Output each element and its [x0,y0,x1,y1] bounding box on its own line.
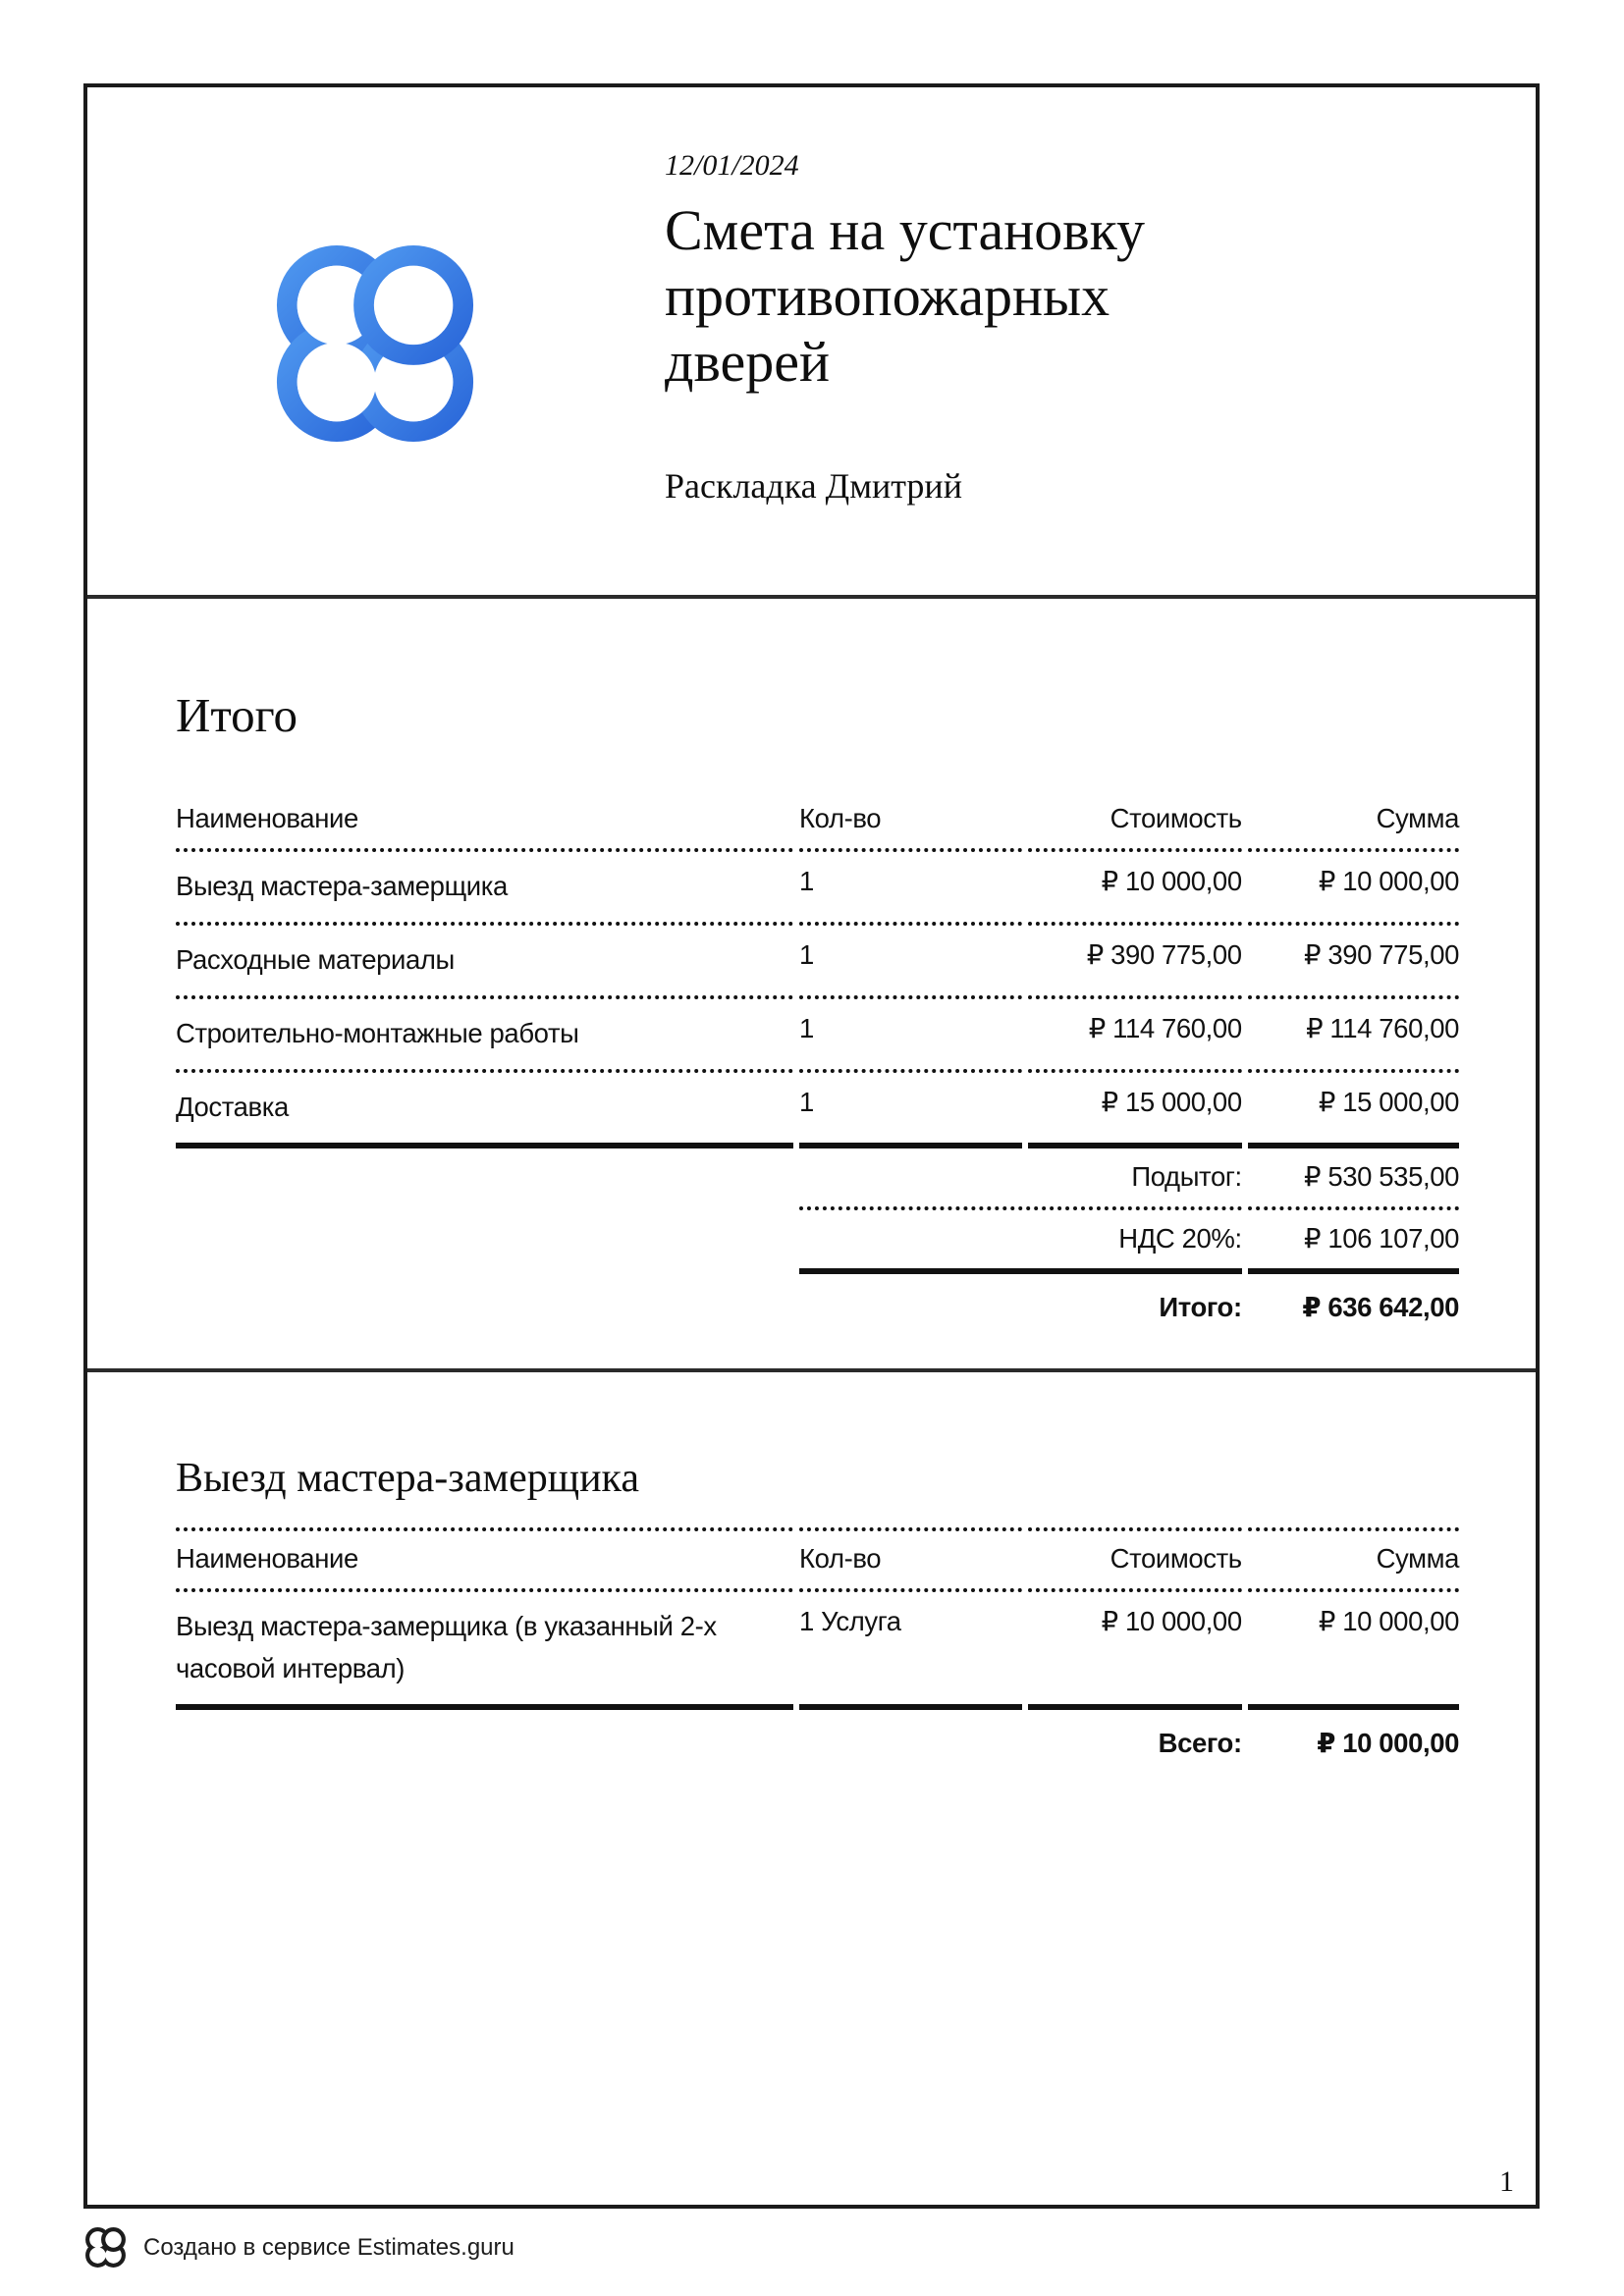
detail-heading: Выезд мастера-замерщика [176,1456,639,1501]
table-row [176,1073,1459,1148]
item-qty: 1 [799,926,1022,999]
summary-table [170,798,1465,1337]
vat-row [176,1210,1459,1274]
document-date: 12/01/2024 [665,149,799,182]
table-row [176,926,1459,999]
item-sum: ₽ 114 760,00 [1248,999,1459,1073]
footer-text: Создано в сервисе Estimates.guru [143,2233,514,2261]
detail-section [87,1372,1536,2205]
document-frame [83,83,1540,2209]
document-title: Смета на установку противопожарных дверей [665,198,1146,394]
table-row [176,852,1459,926]
item-name: Доставка [176,1073,793,1148]
detail-table-header-row [176,1527,1459,1592]
footer-clover-logo-icon [82,2224,129,2270]
section-total-value: ₽ 10 000,00 [1317,1728,1459,1758]
column-header-qty: Кол-во [799,1527,1022,1592]
item-sum: ₽ 10 000,00 [1248,1592,1459,1710]
subtotal-value: ₽ 530 535,00 [1248,1148,1459,1210]
section-total-label: Всего: [1158,1728,1242,1758]
document-author: Раскладка Дмитрий [665,466,962,506]
table-row [176,1592,1459,1710]
column-header-sum: Сумма [1248,798,1459,852]
column-header-price: Стоимость [1028,1527,1242,1592]
item-qty: 1 Услуга [799,1592,1022,1710]
item-qty: 1 [799,999,1022,1073]
summary-section [87,599,1536,1372]
table-row [176,999,1459,1073]
summary-table-header-row [176,798,1459,852]
item-name: Выезд мастера-замерщика [176,852,793,926]
item-qty: 1 [799,852,1022,926]
column-header-sum: Сумма [1248,1527,1459,1592]
item-name: Выезд мастера-замерщика (в указанный 2-х часовой интервал) [176,1592,793,1710]
item-price: ₽ 15 000,00 [1028,1073,1242,1148]
column-header-qty: Кол-во [799,798,1022,852]
brand-clover-logo-icon [262,231,488,456]
item-qty: 1 [799,1073,1022,1148]
column-header-price: Стоимость [1028,798,1242,852]
detail-table [170,1527,1465,1773]
subtotal-label: Подытог: [799,1148,1242,1210]
column-header-name: Наименование [176,1527,793,1592]
item-sum: ₽ 15 000,00 [1248,1073,1459,1148]
summary-heading: Итого [176,688,298,742]
grand-total-value: ₽ 636 642,00 [1302,1292,1459,1322]
item-price: ₽ 114 760,00 [1028,999,1242,1073]
item-price: ₽ 10 000,00 [1028,852,1242,926]
item-name: Строительно-монтажные работы [176,999,793,1073]
section-total-row [176,1710,1459,1773]
item-name: Расходные материалы [176,926,793,999]
subtotal-row [176,1148,1459,1210]
footer [82,2224,514,2270]
page-number: 1 [1499,2165,1514,2198]
vat-label: НДС 20%: [799,1210,1242,1274]
grand-total-label: Итого: [1159,1292,1242,1322]
item-sum: ₽ 10 000,00 [1248,852,1459,926]
item-price: ₽ 10 000,00 [1028,1592,1242,1710]
header-text-block [665,148,1293,507]
item-sum: ₽ 390 775,00 [1248,926,1459,999]
vat-value: ₽ 106 107,00 [1248,1210,1459,1274]
column-header-name: Наименование [176,798,793,852]
header-section [87,87,1536,599]
grand-total-row [176,1274,1459,1337]
item-price: ₽ 390 775,00 [1028,926,1242,999]
